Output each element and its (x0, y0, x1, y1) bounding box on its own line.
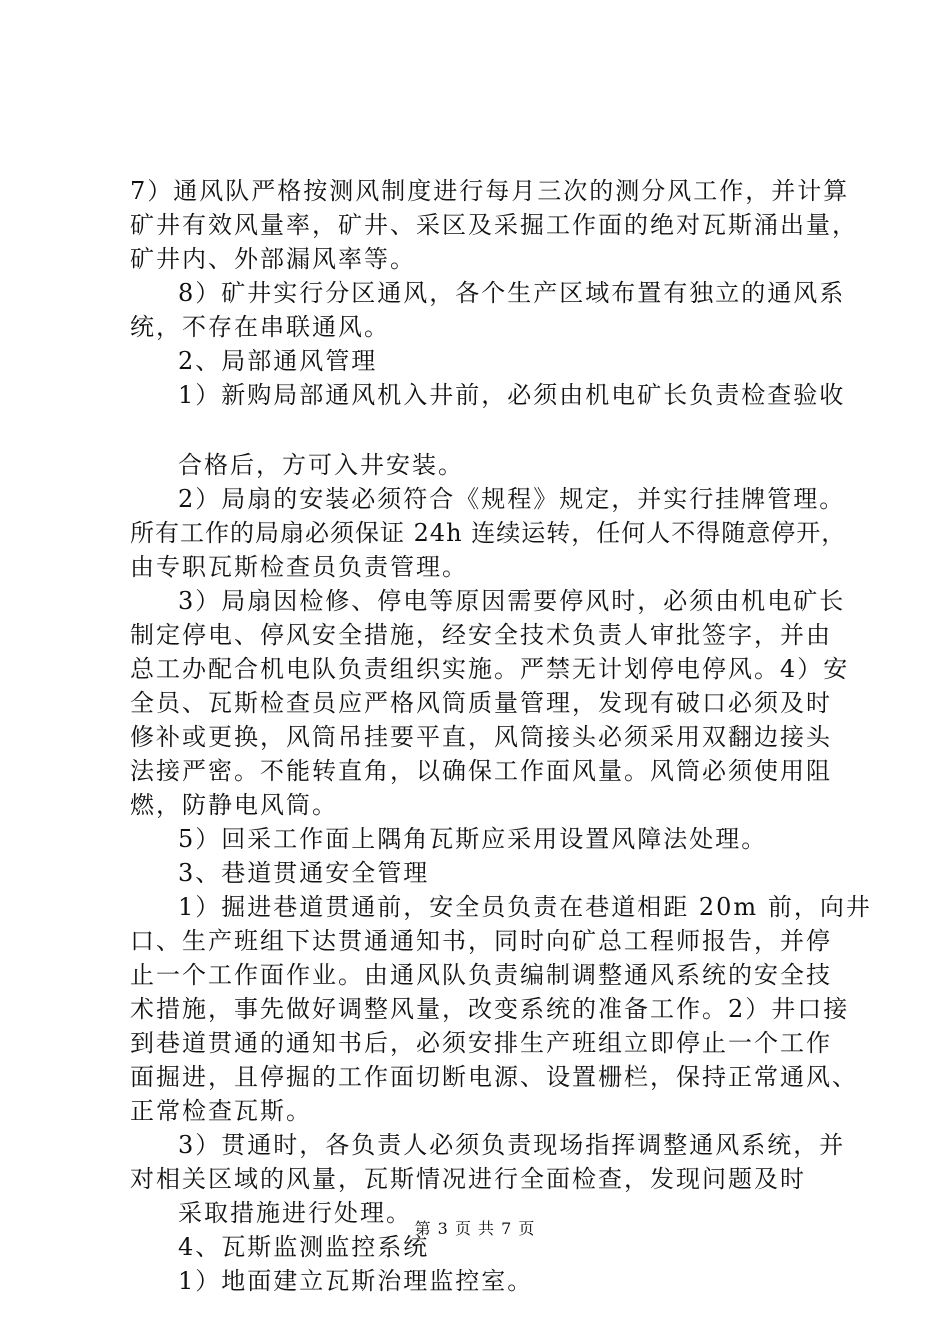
text-line: 法接严密。不能转直角，以确保工作面风量。风筒必须使用阻 (130, 757, 832, 785)
text-line: 8）矿井实行分区通风，各个生产区域布置有独立的通风系 (178, 279, 846, 307)
text-line: 燃，防静电风筒。 (130, 791, 338, 819)
text-line: 采取措施进行处理。 (178, 1199, 412, 1227)
page-number-footer: 第 3 页 共 7 页 (414, 1219, 536, 1238)
section-heading: 4、瓦斯监测监控系统 (178, 1233, 430, 1261)
section-heading: 2、局部通风管理 (178, 347, 378, 375)
text-line: 1）新购局部通风机入井前，必须由机电矿长负责检查验收 (178, 381, 846, 409)
text-line: 修补或更换，风筒吊挂要平直，风筒接头必须采用双翻边接头 (130, 723, 832, 751)
text-line: 对相关区域的风量，瓦斯情况进行全面检查，发现问题及时 (130, 1165, 806, 1193)
text-line: 止一个工作面作业。由通风队负责编制调整通风系统的安全技 (130, 961, 832, 989)
text-line: 由专职瓦斯检查员负责管理。 (130, 553, 468, 581)
text-line: 1）掘进巷道贯通前，安全员负责在巷道相距 20m 前，向井 (178, 893, 872, 921)
text-line: 口、生产班组下达贯通通知书，同时向矿总工程师报告，并停 (130, 927, 832, 955)
text-line: 1）地面建立瓦斯治理监控室。 (178, 1267, 534, 1295)
text-line: 正常检查瓦斯。 (130, 1097, 312, 1125)
text-line: 7）通风队严格按测风制度进行每月三次的测分风工作，并计算 (130, 177, 850, 205)
text-line: 矿井内、外部漏风率等。 (130, 245, 416, 273)
section-heading: 3、巷道贯通安全管理 (178, 859, 430, 887)
document-body (130, 174, 872, 1298)
text-line: 到巷道贯通的通知书后，必须安排生产班组立即停止一个工作 (130, 1029, 832, 1057)
text-line: 合格后，方可入井安装。 (178, 451, 464, 479)
text-line: 5）回采工作面上隅角瓦斯应采用设置风障法处理。 (178, 825, 768, 853)
text-line: 矿井有效风量率，矿井、采区及采掘工作面的绝对瓦斯涌出量， (130, 211, 858, 239)
text-line: 统，不存在串联通风。 (130, 313, 390, 341)
text-line: 总工办配合机电队负责组织实施。严禁无计划停电停风。4）安 (130, 655, 850, 683)
text-line: 2）局扇的安装必须符合《规程》规定，并实行挂牌管理。 (178, 485, 846, 513)
text-line: 术措施，事先做好调整风量，改变系统的准备工作。2）井口接 (130, 995, 850, 1023)
text-line: 3）贯通时，各负责人必须负责现场指挥调整通风系统，并 (178, 1131, 846, 1159)
text-line: 制定停电、停风安全措施，经安全技术负责人审批签字，并由 (130, 621, 832, 649)
text-line: 全员、瓦斯检查员应严格风筒质量管理，发现有破口必须及时 (130, 689, 832, 717)
text-line: 3）局扇因检修、停电等原因需要停风时，必须由机电矿长 (178, 587, 846, 615)
text-line: 所有工作的局扇必须保证 24h 连续运转，任何人不得随意停开， (130, 519, 847, 547)
text-line: 面掘进，且停掘的工作面切断电源、设置栅栏，保持正常通风、 (130, 1063, 858, 1091)
